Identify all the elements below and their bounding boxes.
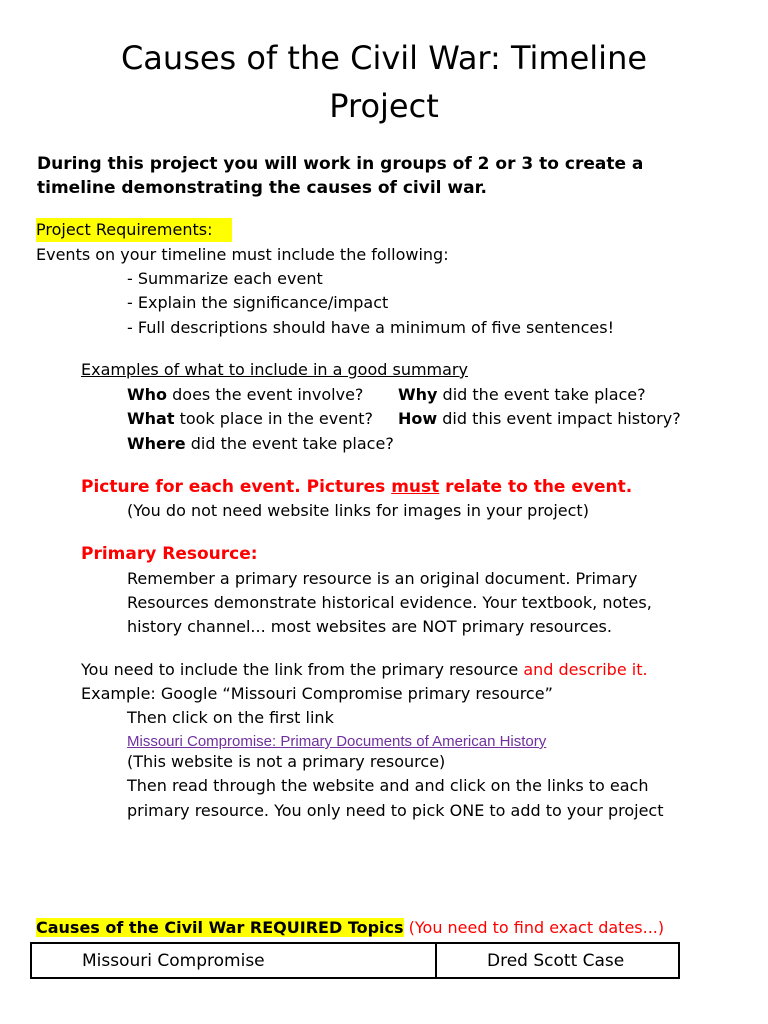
example-how: How did this event impact history?	[398, 409, 681, 428]
example-where: Where did the event take place?	[127, 434, 394, 453]
missouri-compromise-link[interactable]: Missouri Compromise: Primary Documents of American History	[127, 733, 547, 750]
topics-heading-row: Causes of the Civil War REQUIRED Topics (You need to find exact dates...)	[36, 918, 665, 937]
include-link-instruction: You need to include the link from the primary resource and describe it.	[81, 660, 648, 679]
primary-resource-heading: Primary Resource:	[81, 544, 258, 564]
picture-note: (You do not need website links for images in your project)	[127, 501, 589, 520]
picture-requirement: Picture for each event. Pictures must relate to the event.	[81, 477, 633, 497]
table-row	[31, 943, 679, 978]
primary-resource-line: Resources demonstrate historical evidence. Your textbook, notes,	[127, 593, 652, 612]
intro-line-2: timeline demonstrating the causes of civil war.	[37, 178, 488, 198]
primary-resource-line: history channel... most websites are NOT primary resources.	[127, 617, 612, 636]
example-who: Who does the event involve?	[127, 385, 364, 404]
requirement-item: - Full descriptions should have a minimum of five sentences!	[127, 318, 614, 337]
example-what: What took place in the event?	[127, 409, 373, 428]
requirements-lead: Events on your timeline must include the following:	[36, 245, 449, 264]
requirement-item: - Explain the significance/impact	[127, 293, 389, 312]
click-first-link-instruction: Then click on the first link	[127, 708, 334, 727]
topic-cell-dred-scott: Dred Scott Case	[436, 943, 679, 978]
google-example: Example: Google “Missouri Compromise primary resource”	[81, 684, 553, 703]
intro-line-1: During this project you will work in groups of 2 or 3 to create a	[37, 154, 644, 174]
requirements-heading: Project Requirements:	[36, 218, 232, 242]
read-website-instruction-1: Then read through the website and and click on the links to each	[127, 776, 649, 795]
page-title-line-1: Causes of the Civil War: Timeline	[120, 39, 648, 77]
not-primary-note: (This website is not a primary resource)	[127, 752, 446, 771]
examples-heading: Examples of what to include in a good summary	[81, 360, 468, 379]
example-why: Why did the event take place?	[398, 385, 646, 404]
topic-cell-missouri-compromise: Missouri Compromise	[31, 943, 436, 978]
topics-table	[30, 942, 680, 979]
page-title-line-2: Project	[329, 87, 439, 125]
requirement-item: - Summarize each event	[127, 269, 323, 288]
primary-resource-line: Remember a primary resource is an original document. Primary	[127, 569, 638, 588]
read-website-instruction-2: primary resource. You only need to pick ONE to add to your project	[127, 801, 664, 820]
